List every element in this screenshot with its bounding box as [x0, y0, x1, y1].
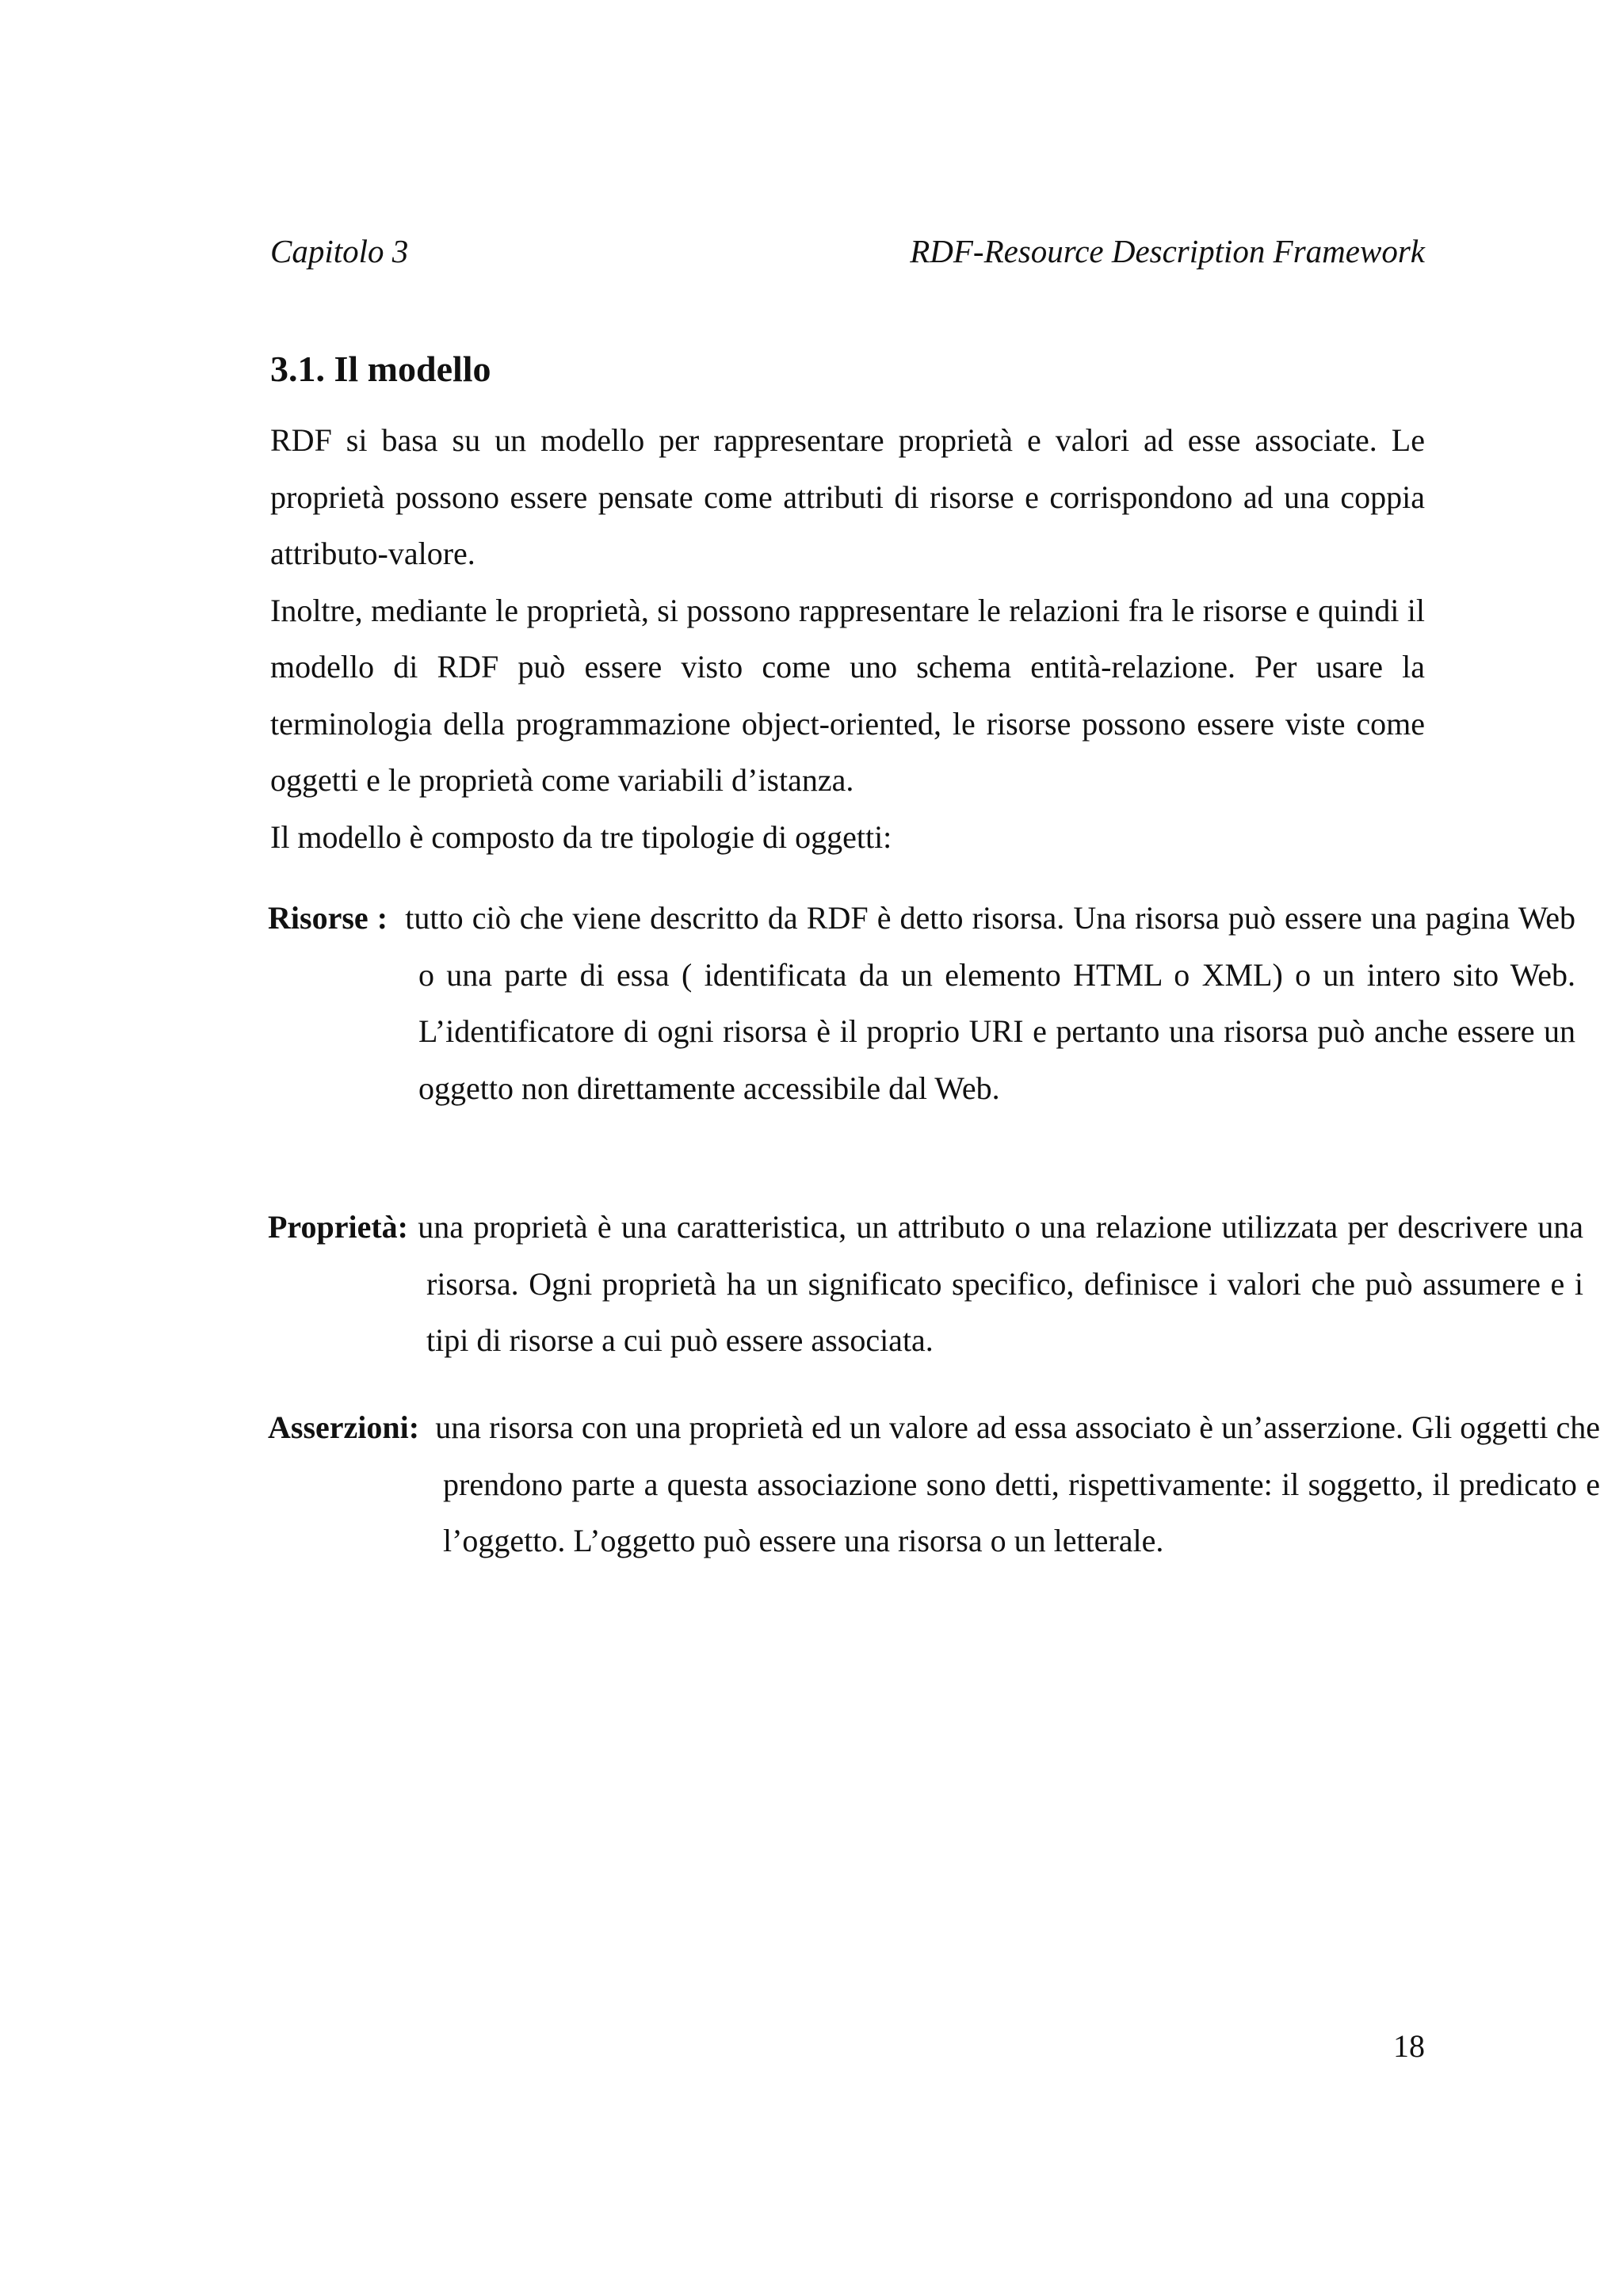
- definition-risorse: [268, 890, 1575, 1116]
- definition-text: una proprietà è una caratteristica, un attributo o una relazione utilizzata per descrivere una risorsa. Ogni proprietà ha un significato specifico, definisce i valori che può assumere e i tipi di risorse a cui può essere associata.: [418, 1209, 1583, 1358]
- paragraph: Il modello è composto da tre tipologie di oggetti:: [270, 818, 892, 855]
- header-chapter-title: RDF-Resource Description Framework: [910, 233, 1425, 269]
- paragraph: RDF si basa su un modello per rappresentare proprietà e valori ad esse associate. Le proprietà possono essere pensate come attributi di risorse e corrispondono ad una coppia attributo-valore.: [270, 422, 1425, 571]
- paragraph: Inoltre, mediante le proprietà, si possono rappresentare le relazioni fra le risorse e quindi il modello di RDF può essere visto come uno schema entità-relazione. Per usare la terminologia della programmazione object-oriented, le risorse possono essere viste come oggetti e le proprietà come variabili d’istanza.: [270, 592, 1425, 798]
- definition-term: Proprietà:: [268, 1209, 408, 1245]
- definition-proprieta: [268, 1199, 1583, 1369]
- body-text: [270, 412, 1425, 865]
- header-chapter: Capitolo 3: [270, 233, 409, 269]
- definition-asserzioni: [268, 1399, 1600, 1569]
- running-header: [270, 231, 1425, 271]
- definition-text: una risorsa con una proprietà ed un valore ad essa associato è un’asserzione. Gli oggetti che prendono parte a questa associazione sono detti, rispettivamente: il soggetto, il predicato e l’oggetto. L’oggetto può essere una risorsa o un letterale.: [435, 1409, 1601, 1558]
- section-title: 3.1. Il modello: [270, 349, 491, 389]
- definition-term: Asserzioni:: [268, 1409, 420, 1445]
- page-number: 18: [1393, 2028, 1425, 2064]
- definition-text: tutto ciò che viene descritto da RDF è detto risorsa. Una risorsa può essere una pagina Web o una parte di essa ( identificata da un elemento HTML o XML) o un intero sito Web. L’identificatore di ogni risorsa è il proprio URI e pertanto una risorsa può anche essere un oggetto non direttamente accessibile dal Web.: [405, 900, 1575, 1106]
- definition-term: Risorse :: [268, 900, 388, 936]
